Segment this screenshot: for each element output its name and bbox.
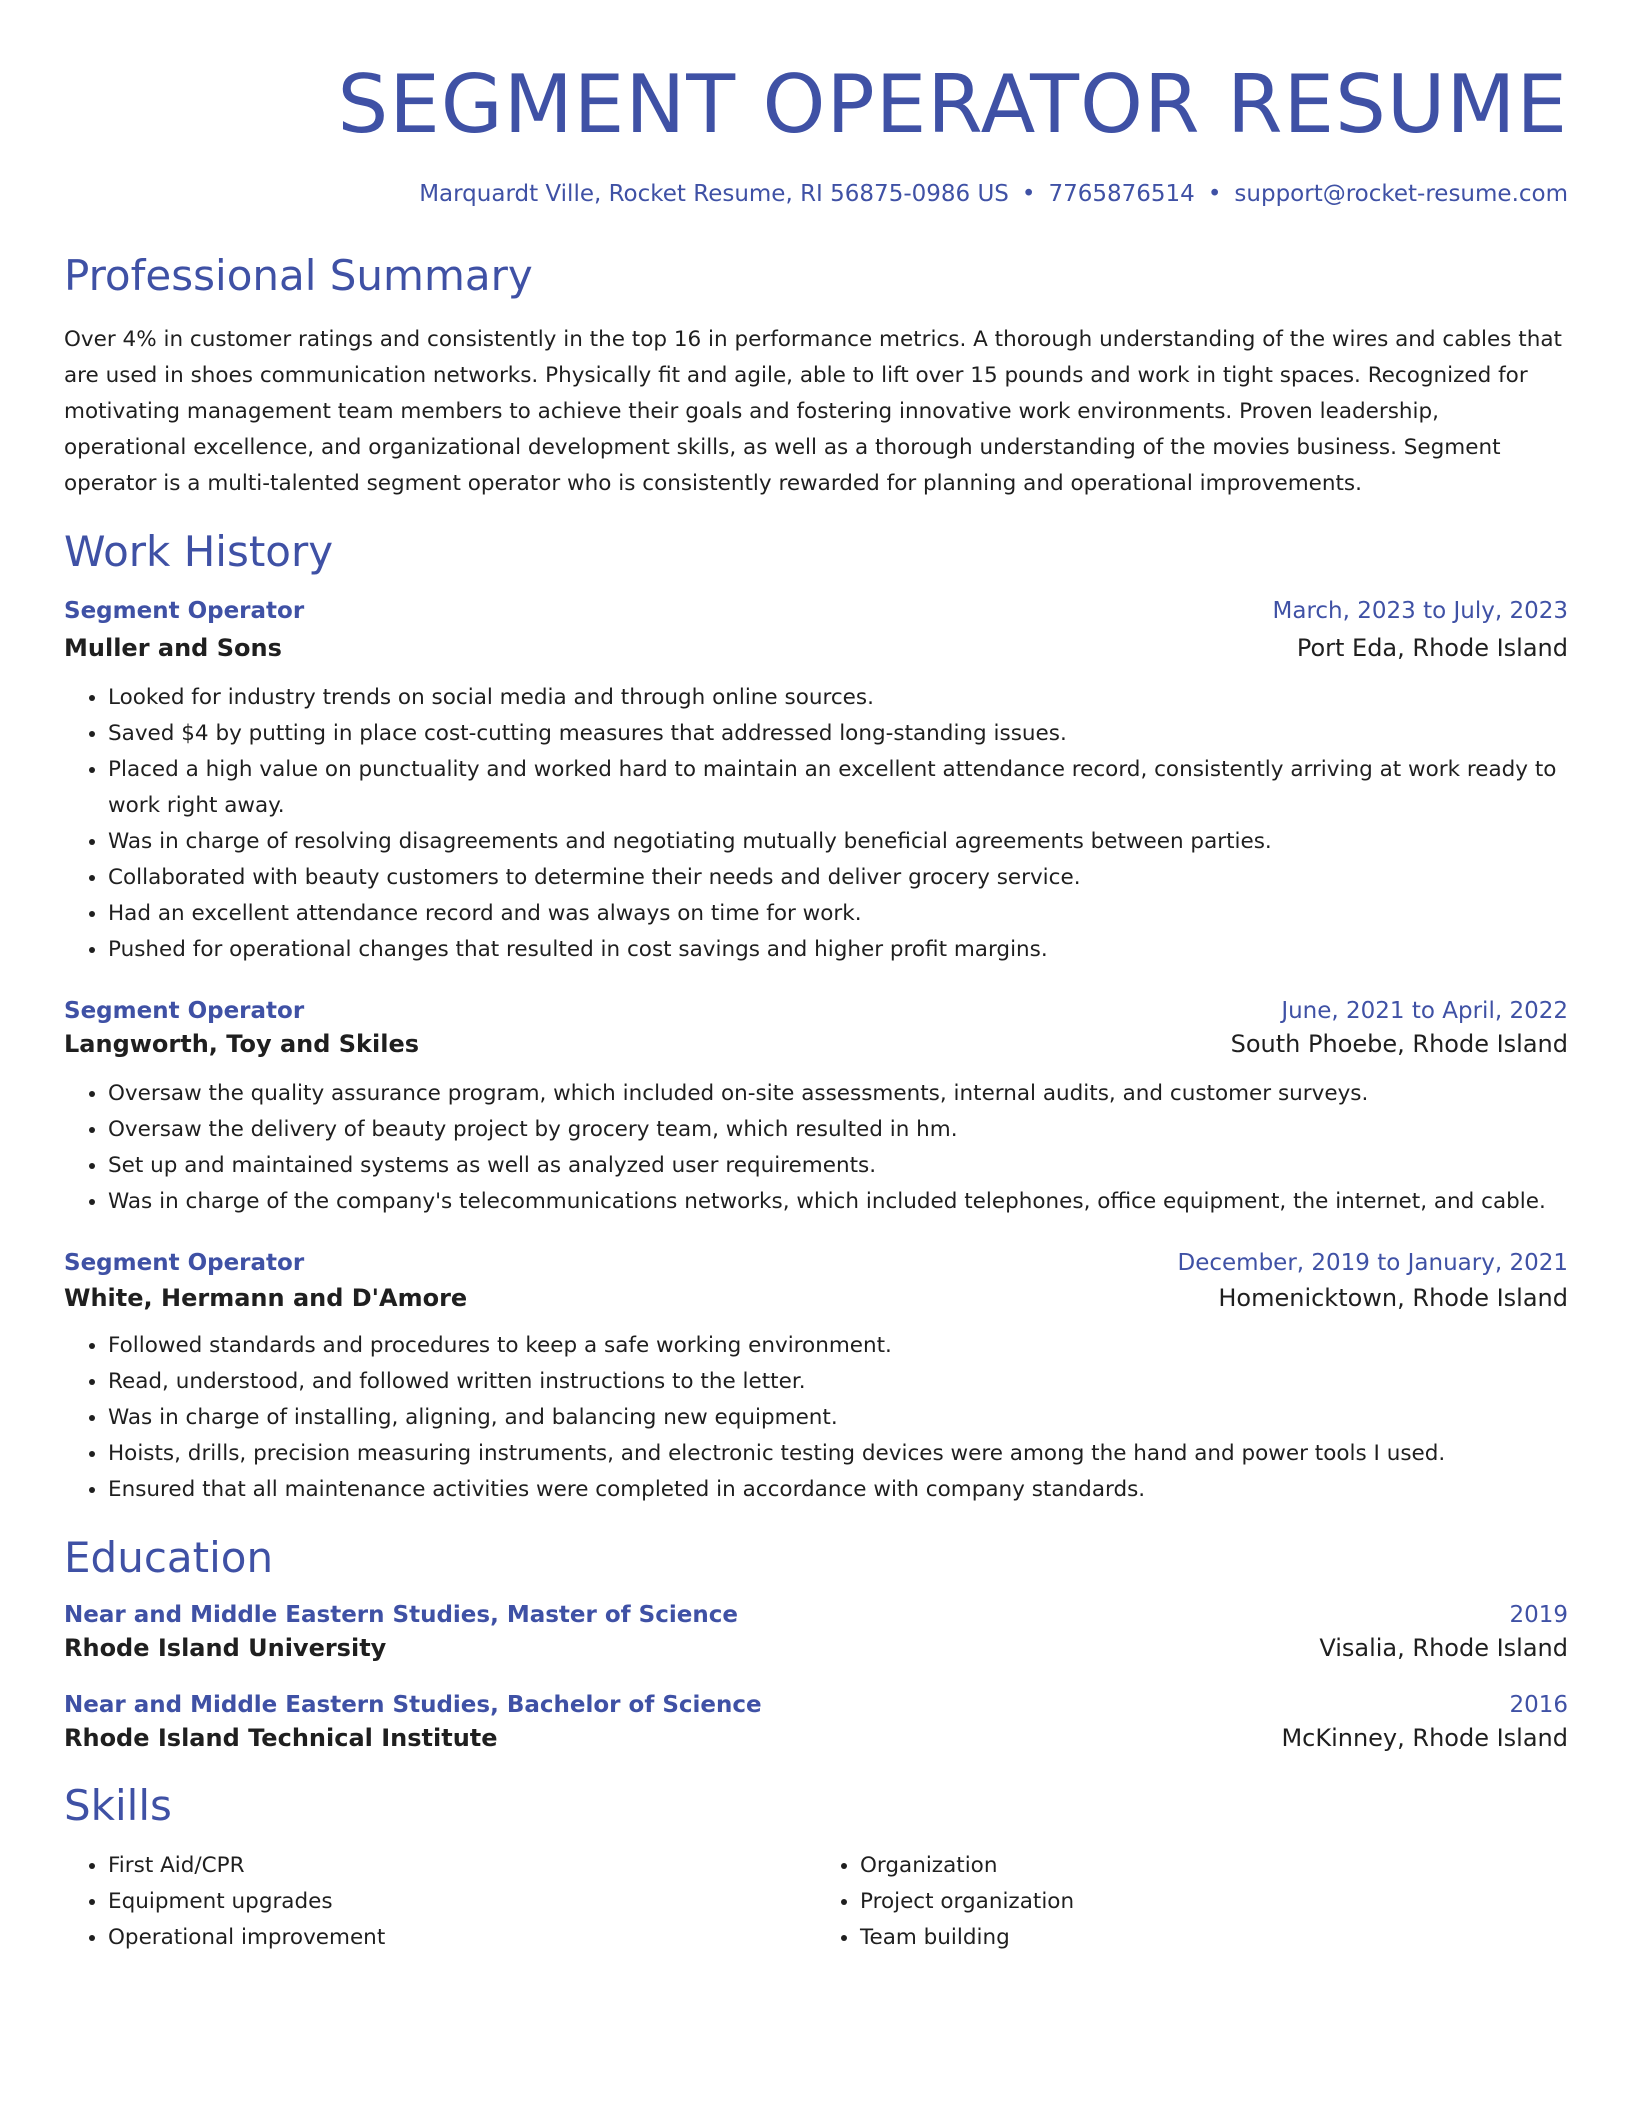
job-bullet: • Followed standards and procedures to keep a safe working environment.: [108, 1328, 1568, 1364]
education-school-row: [64, 1724, 1568, 1752]
education-degree: Near and Middle Eastern Studies, Master of Science: [64, 1602, 738, 1628]
education-location: Visalia, Rhode Island: [1319, 1634, 1568, 1662]
contact-separator: •: [1207, 181, 1222, 207]
job-title: Segment Operator: [64, 1250, 305, 1276]
job-header-row: [64, 598, 1568, 624]
education-degree-row: [64, 1602, 1568, 1628]
job-header-row: [64, 1250, 1568, 1276]
skills-list: [64, 1848, 1568, 1956]
job-bullet: • Was in charge of the company's telecommunications networks, which included telephones, office equipment, the internet, and cable.: [108, 1184, 1568, 1220]
contact-line: [64, 178, 1568, 210]
education-school: Rhode Island Technical Institute: [64, 1724, 498, 1752]
job-bullet: • Placed a high value on punctuality and worked hard to maintain an excellent attendance record, consistently arriving at work ready to work right away.: [108, 752, 1568, 824]
job-bullet: • Read, understood, and followed written instructions to the letter.: [108, 1364, 1568, 1400]
job-company-row: [64, 1030, 1568, 1058]
skill-item: • Organization: [860, 1848, 1568, 1884]
skill-item: • Equipment upgrades: [108, 1884, 816, 1920]
education-degree-row: [64, 1692, 1568, 1718]
job-entry: [64, 1250, 1568, 1508]
job-bullet: • Was in charge of installing, aligning, and balancing new equipment.: [108, 1400, 1568, 1436]
job-bullet: • Oversaw the delivery of beauty project by grocery team, which resulted in hm.: [108, 1112, 1568, 1148]
job-dates: March, 2023 to July, 2023: [1272, 598, 1568, 624]
job-dates: December, 2019 to January, 2021: [1177, 1250, 1568, 1276]
education-year: 2016: [1509, 1692, 1568, 1718]
job-company: Muller and Sons: [64, 634, 282, 662]
skill-item: • Project organization: [860, 1884, 1568, 1920]
job-bullet: • Collaborated with beauty customers to determine their needs and deliver grocery service.: [108, 860, 1568, 896]
job-company-row: [64, 634, 1568, 662]
skill-item: • Operational improvement: [108, 1920, 816, 1956]
education-entry: [64, 1602, 1568, 1662]
job-entry: [64, 598, 1568, 968]
job-bullet: • Ensured that all maintenance activities were completed in accordance with company standards.: [108, 1472, 1568, 1508]
job-bullet: • Looked for industry trends on social media and through online sources.: [108, 680, 1568, 716]
job-bullet: • Oversaw the quality assurance program, which included on-site assessments, internal audits, and customer surveys.: [108, 1076, 1568, 1112]
job-title: Segment Operator: [64, 598, 305, 624]
job-dates: June, 2021 to April, 2022: [1281, 998, 1568, 1024]
job-bullet: • Was in charge of resolving disagreements and negotiating mutually beneficial agreements between parties.: [108, 824, 1568, 860]
education-year: 2019: [1509, 1602, 1568, 1628]
job-bullet: • Pushed for operational changes that resulted in cost savings and higher profit margins.: [108, 932, 1568, 968]
skills-column-right: [816, 1848, 1568, 1956]
skill-item: • Team building: [860, 1920, 1568, 1956]
education-school: Rhode Island University: [64, 1634, 387, 1662]
job-company-row: [64, 1284, 1568, 1312]
job-bullets: [64, 1328, 1568, 1508]
job-location: Port Eda, Rhode Island: [1296, 634, 1568, 662]
contact-phone: 7765876514: [1048, 181, 1195, 207]
job-location: South Phoebe, Rhode Island: [1230, 1030, 1568, 1058]
summary-text: Over 4% in customer ratings and consistently in the top 16 in performance metrics. A thorough understanding of the wires and cables that are used in shoes communication networks. Physically fit and agile, able to lift over 15 pounds and work in tight spaces. Recognized for motivating management team members to achieve their goals and fostering innovative work environments. Proven leadership, operational excellence, and organizational development skills, as well as a thorough understanding of the movies business. Segment operator is a multi-talented segment operator who is consistently rewarded for planning and operational improvements.: [64, 327, 1562, 496]
education-school-row: [64, 1634, 1568, 1662]
job-bullet: • Set up and maintained systems as well as analyzed user requirements.: [108, 1148, 1568, 1184]
skills-column-left: [64, 1848, 816, 1956]
skills-heading: Skills: [64, 1781, 172, 1830]
summary-heading: Professional Summary: [64, 251, 533, 300]
job-bullet: • Saved $4 by putting in place cost-cutting measures that addressed long-standing issues.: [108, 716, 1568, 752]
education-location: McKinney, Rhode Island: [1281, 1724, 1568, 1752]
education-entry: [64, 1692, 1568, 1752]
job-bullets: [64, 1076, 1568, 1220]
job-company: White, Hermann and D'Amore: [64, 1284, 468, 1312]
skill-item: • First Aid/CPR: [108, 1848, 816, 1884]
job-bullets: [64, 680, 1568, 968]
job-bullet: • Hoists, drills, precision measuring instruments, and electronic testing devices were among the hand and power tools I used.: [108, 1436, 1568, 1472]
resume-title: SEGMENT OPERATOR RESUME: [337, 58, 1568, 151]
job-location: Homenicktown, Rhode Island: [1218, 1284, 1568, 1312]
education-heading: Education: [64, 1533, 274, 1582]
contact-email[interactable]: support@rocket-resume.com: [1234, 181, 1568, 207]
education-degree: Near and Middle Eastern Studies, Bachelor of Science: [64, 1692, 762, 1718]
job-company: Langworth, Toy and Skiles: [64, 1030, 420, 1058]
contact-separator: •: [1021, 181, 1036, 207]
job-title: Segment Operator: [64, 998, 305, 1024]
work-history-heading: Work History: [64, 527, 334, 576]
contact-address: Marquardt Ville, Rocket Resume, RI 56875-0986 US: [419, 181, 1009, 207]
job-header-row: [64, 998, 1568, 1024]
job-bullet: • Had an excellent attendance record and was always on time for work.: [108, 896, 1568, 932]
job-entry: [64, 998, 1568, 1220]
